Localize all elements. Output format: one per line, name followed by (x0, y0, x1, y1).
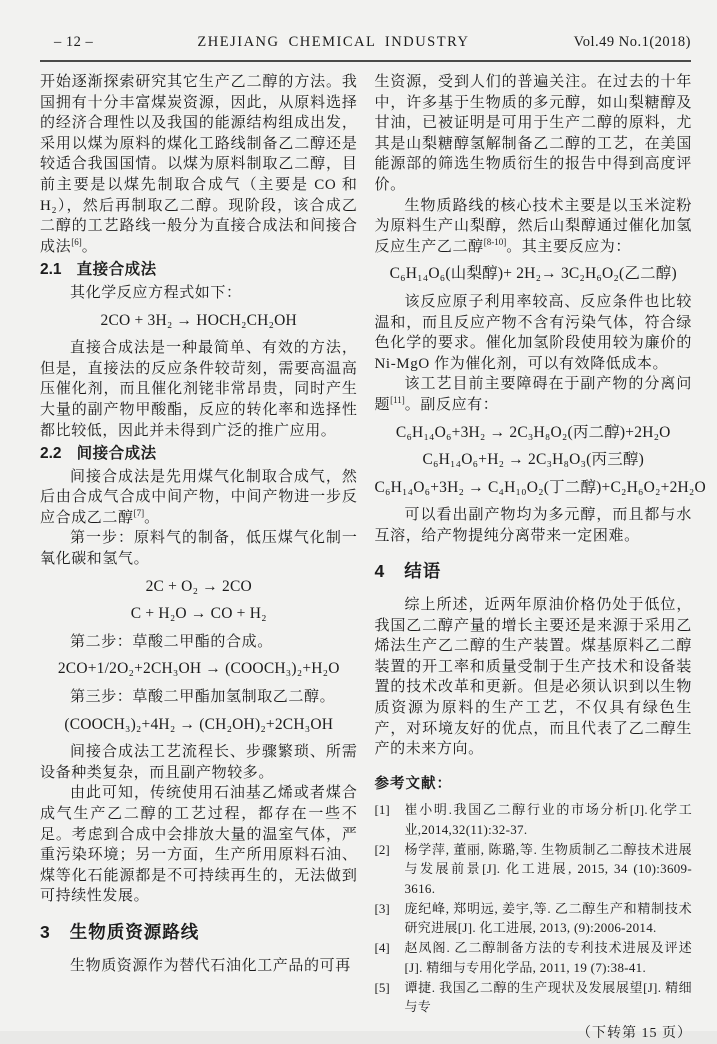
heading-title: 间接合成法 (76, 445, 157, 463)
reference-text: 赵凤阁. 乙二醇制备方法的专利技术进展及评述[J]. 精细与专用化学品, 2011, 19 (7):38-41. (404, 940, 692, 975)
reference-text: 庞纪峰, 郑明远, 姜宇,等. 乙二醇生产和精制技术研究进展[J]. 化工进展, 2013, (9):2006-2014. (404, 900, 692, 936)
equation-step1b: C + H₂O → CO + H₂ (130, 605, 267, 623)
equation-direct-synthesis: 2CO + 3H₂ → HOCH₂CH₂OH (100, 311, 297, 329)
equation-side-reaction-2: C₆H₁₄O₆+H₂ → 2C₃H₈O₃(丙三醇) (422, 451, 644, 469)
reference-text: 崔小明.我国乙二醇行业的市场分析[J].化学工业,2014,32(11):32-37. (404, 802, 692, 837)
equation-step2: 2CO+1/2O₂+2CH₃OH → (COOCH₃)₂+H₂O (57, 660, 340, 678)
paragraph-text: 该工艺目前主要障碍在于副产物的分离问题 (374, 376, 692, 413)
heading-title: 直接合成法 (76, 261, 157, 279)
heading-title: 结语 (404, 561, 442, 582)
reference-item-3 (375, 899, 693, 938)
equation-sorbitol-main: C₆H₁₄O₆(山梨醇)+ 2H₂→ 3C₂H₆O₂(乙二醇) (389, 265, 677, 283)
reference-label: [5] (374, 980, 390, 996)
ref-marker-6: [6] (71, 236, 82, 247)
paragraph-conclusion: 综上所述，近两年原油价格仍处于低位，我国乙二醇产量的增长主要还是来源于采用乙烯法生产乙二醇的生产装置。煤基原料乙二醇装置的开工率和质量受制于生产技术和设备装置的技术改革和更新。但是必须认识到以生物质资源为原料的生产工艺，不仅具有绿色生产，对环境友好的优点，而且代表了乙二醇生产的未来方向。 (374, 597, 692, 758)
paragraph-text: 。 (144, 509, 160, 526)
heading-3-biomass (40, 922, 358, 943)
paragraph-fossil-summary: 由此可知，传统使用石油基乙烯或者煤合成气生产乙二醇的工艺过程，都存在一些不足。考虑到合成中会排放大量的温室气体，严重污染环境；另一方面，生产所用原料石油、煤等化石能源都是不可持续再生的，无法做到可持续性发展。 (40, 785, 358, 905)
reference-label: [3] (374, 900, 390, 916)
paragraph-core-tech (375, 196, 693, 258)
paragraph-text: 。 (81, 238, 98, 255)
paragraph-eq-intro: 其化学反应方程式如下： (70, 284, 242, 301)
heading-number: 4 (374, 561, 385, 582)
paragraph-green-chemistry: 该反应原子利用率较高、反应条件也比较温和，而且反应产物不含有污染气体，符合绿色化学的要求。催化加氢阶段使用较为廉价的 Ni-MgO 作为催化剂，可以有效降低成本。 (374, 293, 692, 372)
equation-step1a: 2C + O₂ → 2CO (145, 577, 252, 595)
reference-item-4 (375, 938, 693, 977)
paragraph-indirect-method (40, 467, 358, 529)
reference-label: [2] (374, 842, 390, 857)
heading-4-conclusion (375, 561, 693, 582)
heading-number: 2.1 (40, 261, 62, 279)
paragraph-biomass-start: 生物质资源作为替代石油化工产品的可再 (70, 957, 351, 974)
journal-title: ZHEJIANG CHEMICAL INDUSTRY (197, 34, 470, 50)
paragraph-separation-obstacle (375, 374, 693, 415)
paragraph-coal-route (40, 72, 358, 257)
paragraph-text: 生物质路线的核心技术主要是以玉米淀粉为原料生产山梨醇，然后山梨醇通过催化加氢反应生产乙二醇 (374, 197, 692, 255)
left-column (40, 72, 358, 1013)
continuation-note: （下转第 15 页） (577, 1025, 692, 1041)
reference-item-1 (375, 800, 693, 839)
two-column-body (40, 72, 706, 1041)
paragraph-text: 间接合成法是先用煤气化制取合成气，然后由合成气合成中间产物，中间产物进一步反应合成乙二醇 (40, 468, 358, 526)
paragraph-step3: 第三步：草酸二甲酯加氢制取乙二醇。 (70, 689, 336, 706)
equation-side-reaction-1: C₆H₁₄O₆+3H₂ → 2C₃H₈O₂(丙二醇)+2H₂O (395, 423, 671, 441)
heading-number: 3 (40, 921, 50, 942)
page-number: – 12 – (54, 34, 94, 50)
heading-number: 2.2 (40, 445, 62, 463)
reference-item-5 (375, 978, 693, 1017)
ref-marker-7: [7] (133, 507, 145, 518)
paragraph-direct-method: 直接合成法是一种最简单、有效的方法，但是，直接法的反应条件较苛刻，需要高温高压催化剂，而且催化剂铑非常昂贵，同时产生大量的副产物甲酸酯，反应的转化率和选择性都比较低，因此并未得到广泛的推广应用。 (40, 340, 358, 439)
ref-marker-8-10: [8-10] (483, 236, 507, 247)
right-column (374, 72, 706, 1041)
reference-item-2 (375, 840, 693, 898)
heading-2-2 (40, 444, 358, 465)
paragraph-step1: 第一步：原料气的制备，低压煤气化制一氧化碳和氢气。 (40, 530, 358, 568)
heading-title: 生物质资源路线 (69, 921, 200, 942)
reference-label: [4] (374, 940, 390, 956)
paragraph-indirect-drawback: 间接合成法工艺流程长、步骤繁琐、所需设备种类复杂，而且副产物较多。 (40, 744, 358, 781)
reference-label: [1] (374, 802, 390, 818)
equation-side-reaction-3: C₆H₁₄O₆+3H₂ → C₄H₁₀O₂(丁二醇)+C₂H₆O₂+2H₂O (374, 478, 706, 496)
paragraph-text: 。副反应有： (404, 396, 499, 413)
equation-step3: (COOCH₃)₂+4H₂ → (CH₂OH)₂+2CH₃OH (64, 715, 334, 733)
paragraph-biomass-cont: 生资源，受到人们的普遍关注。在过去的十年中，许多基于生物质的多元醇，如山梨糖醇及甘油，已被证明是可用于生产二醇的原料，尤其是山梨糖醇氢解制备乙二醇的工艺，在美国能源部的筛选生物质衍生的报告中得到高度评价。 (374, 74, 692, 193)
heading-2-1 (40, 260, 358, 281)
ref-marker-11: [11] (390, 394, 405, 405)
references-heading: 参考文献： (374, 775, 452, 792)
paragraph-text: 开始逐渐探索研究其它生产乙二醇的方法。我国拥有十分丰富煤炭资源，因此，从原料选择的经济合理性以及我国的能源结构组成出发，采用以煤为原料的煤化工路线制备乙二醇还是较适合我国国情。以煤为原料制取乙二醇，目前主要是以煤先制取合成气（主要是 CO 和 H₂），然后再制取乙二醇。现阶段，该合成乙二醇的工艺路线一般分为直接合成法和间接合成法 (40, 74, 358, 255)
paragraph-step2: 第二步：草酸二甲酯的合成。 (70, 633, 273, 650)
issue-info: Vol.49 No.1(2018) (573, 34, 691, 50)
paragraph-text: 。其主要反应为： (506, 238, 632, 255)
reference-text: 谭捷. 我国乙二醇的生产现状及发展展望[J]. 精细与专 (404, 980, 692, 1015)
page-header (40, 34, 691, 62)
paragraph-byproducts: 可以看出副产物均为多元醇，而且都与水互溶，给产物提纯分离带来一定困难。 (374, 507, 692, 544)
reference-text: 杨学萍, 董丽, 陈璐,等. 生物质制乙二醇技术进展与发展前景[J]. 化工进展, 2015, 34 (10):3609-3616. (404, 842, 692, 896)
